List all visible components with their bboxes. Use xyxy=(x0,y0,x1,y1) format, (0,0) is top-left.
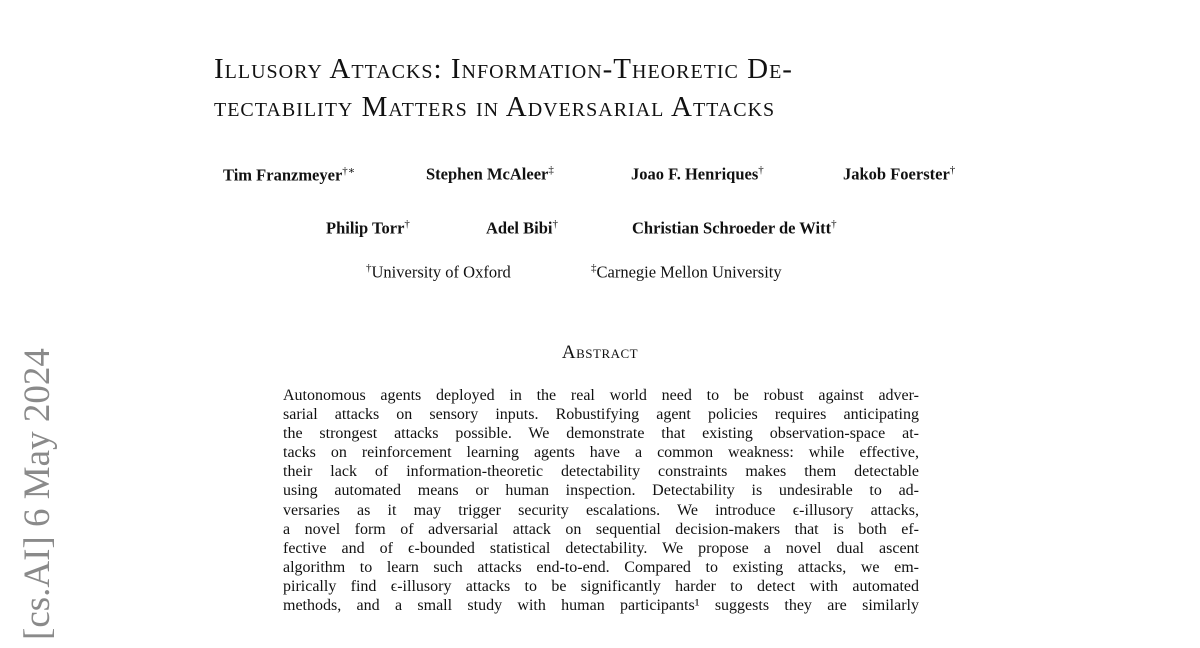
abstract-line: pirically find ϵ-illusory attacks to be significantly harder to detect with automated xyxy=(283,577,919,595)
author: Joao F. Henriques† xyxy=(631,164,764,184)
arxiv-stamp: [cs.AI] 6 May 2024 xyxy=(17,348,58,640)
abstract-line: methods, and a small study with human participants¹ suggests they are similarly xyxy=(283,597,919,615)
abstract-line: Autonomous agents deployed in the real world need to be robust against adver- xyxy=(283,387,919,404)
abstract-line: algorithm to learn such attacks end-to-end. Compared to existing attacks, we em- xyxy=(283,558,919,576)
abstract-heading: Abstract xyxy=(561,342,639,363)
abstract-body xyxy=(283,386,919,615)
authors-row xyxy=(0,164,1200,186)
author: Jakob Foerster† xyxy=(843,164,956,184)
abstract-line: the strongest attacks possible. We demonstrate that existing observation-space at- xyxy=(283,425,919,443)
abstract-line: a novel form of adversarial attack on sequential decision-makers that is both ef- xyxy=(283,520,919,538)
author: Stephen McAleer‡ xyxy=(426,164,554,184)
abstract-line: versaries as it may trigger security escalations. We introduce ϵ-illusory attacks, xyxy=(283,501,919,519)
abstract-line: using automated means or human inspection. Detectability is undesirable to ad- xyxy=(283,482,919,500)
affiliation: †University of Oxford xyxy=(366,262,511,282)
author: Philip Torr† xyxy=(326,218,410,238)
title-line: tectability Matters in Adversarial Attacks xyxy=(214,91,776,123)
abstract-line: tacks on reinforcement learning agents have a common weakness: while effective, xyxy=(283,444,919,462)
abstract-line: sarial attacks on sensory inputs. Robustifying agent policies requires anticipating xyxy=(283,406,919,424)
abstract-line: their lack of information-theoretic detectability constraints makes them detectable xyxy=(283,463,919,481)
author: Christian Schroeder de Witt† xyxy=(632,218,837,238)
title-line: Illusory Attacks: Information-Theoretic De- xyxy=(214,53,793,85)
authors-row xyxy=(0,218,1200,240)
author: Tim Franzmeyer†∗ xyxy=(223,165,356,185)
affiliation: ‡Carnegie Mellon University xyxy=(591,262,782,282)
paper-title xyxy=(214,50,1014,126)
author: Adel Bibi† xyxy=(486,218,558,238)
abstract-line: fective and of ϵ-bounded statistical detectability. We propose a novel dual ascent xyxy=(283,539,919,557)
